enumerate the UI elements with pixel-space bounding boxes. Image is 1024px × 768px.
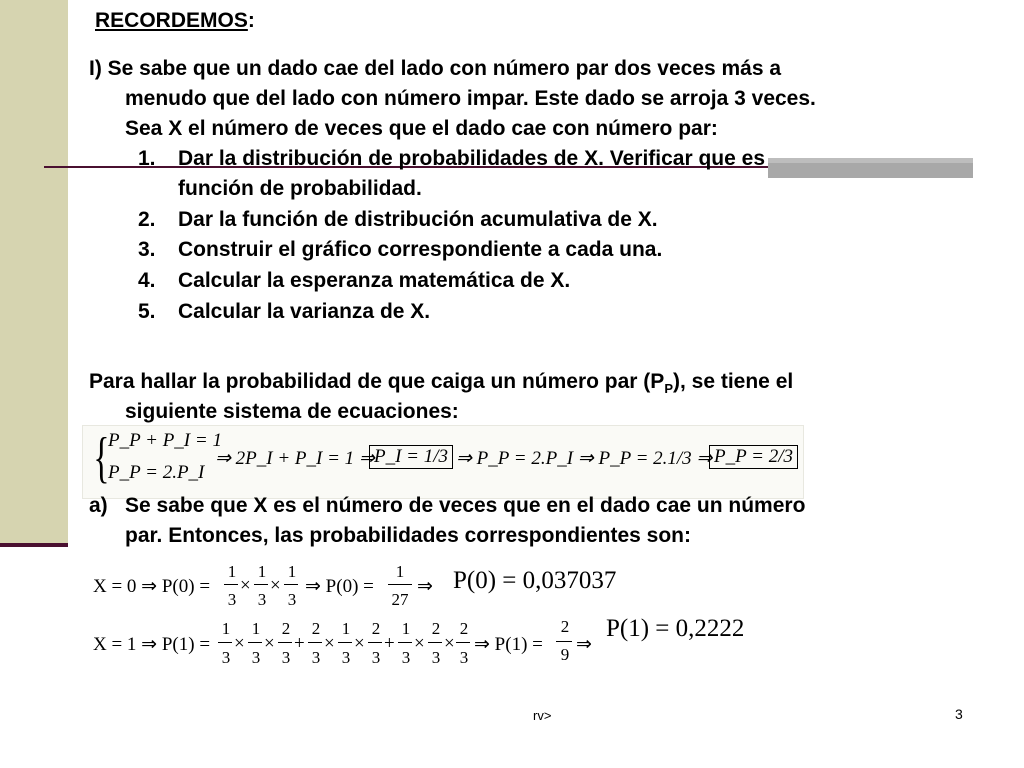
calc1-t4: × [354,633,365,654]
calc0-times-1: × [240,575,251,596]
page-number: 3 [955,706,963,722]
calc0-result-lhs: ⇒ P(0) = [305,576,374,597]
calc0-result-bar [388,584,412,585]
calc0-lhs: X = 0 ⇒ P(0) = [93,576,211,597]
system-step-2: ⇒ P_P = 2.P_I ⇒ P_P = 2.1/3 ⇒ [456,448,713,469]
footer-label: rv> [533,708,552,723]
list-item-1-cont: función de probabilidad. [178,177,422,200]
calc0-final: P(0) = 0,037037 [453,567,617,594]
system-eq-1: P_P + P_I = 1 [108,430,222,451]
calc0-frac2-den: 3 [257,590,267,609]
system-eq-2: P_P = 2.P_I [108,462,205,483]
calc0-times-2: × [270,575,281,596]
calc1-f9d: 3 [459,648,469,667]
calc0-result-num: 1 [395,562,405,581]
calc0-frac3-num: 1 [287,562,297,581]
calc0-result-den: 27 [391,590,409,609]
calc0-frac2-bar [254,584,268,585]
list-item-4: 4. Calcular la esperanza matemática de X. [138,269,571,292]
calc1-f7bar [398,642,412,643]
title-rule-bar-highlight [768,158,973,163]
calc1-t3: × [324,633,335,654]
calc1-f5n: 1 [341,619,351,638]
calc1-f2d: 3 [251,648,261,667]
calc1-f7n: 1 [401,619,411,638]
system-result-pp: P_P = 2/3 [709,445,798,469]
calc1-f2n: 1 [251,619,261,638]
para-line-1: Para hallar la probabilidad de que caiga un número par $(P_P)$, se tiene el [89,370,794,397]
system-step-1: ⇒ 2P_I + P_I = 1 ⇒ [215,448,375,469]
part-a-line-1: Se sabe que X es el número de veces que en el dado cae un número [125,494,806,517]
calc1-lhs: X = 1 ⇒ P(1) = [93,634,211,655]
calc1-result-den: 9 [560,645,570,664]
calc0-frac2-num: 1 [257,562,267,581]
list-item-1: 1. Dar la distribución de probabilidades de X. Verificar que es [138,147,766,170]
calc1-f2bar [248,642,262,643]
slide-title: RECORDEMOS: [95,9,255,32]
calc1-f1bar [218,642,232,643]
sidebar-divider [0,543,68,547]
calc1-result-bar [556,641,572,642]
sidebar-band [0,0,68,545]
calc1-t5: × [414,633,425,654]
calc0-frac1-num: 1 [227,562,237,581]
calc0-frac1-den: 3 [227,590,237,609]
list-item-5: 5. Calcular la varianza de X. [138,300,431,323]
calc1-final: P(1) = 0,2222 [606,615,745,642]
calc1-f6d: 3 [371,648,381,667]
calc1-plus2: + [384,633,395,654]
calc1-t6: × [444,633,455,654]
para-line-2: siguiente sistema de ecuaciones: [125,400,459,423]
system-brace: { [93,427,110,489]
calc1-f3n: 2 [281,619,291,638]
system-result-pi: P_I = 1/3 [369,445,453,469]
calc1-f1n: 1 [221,619,231,638]
calc1-implies: ⇒ [576,634,592,655]
calc1-plus1: + [294,633,305,654]
calc1-f6bar [368,642,382,643]
calc1-f5bar [338,642,352,643]
list-item-3: 3. Construir el gráfico correspondiente a cada una. [138,238,663,261]
calc1-result-num: 2 [560,617,570,636]
calc1-f5d: 3 [341,648,351,667]
calc1-f3d: 3 [281,648,291,667]
calc1-f9bar [456,642,470,643]
calc1-f8bar [428,642,442,643]
calc1-f4n: 2 [311,619,321,638]
calc1-f7d: 3 [401,648,411,667]
calc1-result-lhs: ⇒ P(1) = [474,634,543,655]
calc1-f6n: 2 [371,619,381,638]
calc1-f3bar [278,642,292,643]
calc1-f4d: 3 [311,648,321,667]
calc1-f1d: 3 [221,648,231,667]
list-item-2: 2. Dar la función de distribución acumulativa de X. [138,208,658,231]
calc1-f9n: 2 [459,619,469,638]
problem-line-3: Sea X el número de veces que el dado cae con número par: [125,117,718,140]
part-a-line-2: par. Entonces, las probabilidades correspondientes son: [125,524,691,547]
calc0-frac1-bar [224,584,238,585]
calc1-f4bar [308,642,322,643]
calc1-t2: × [264,633,275,654]
calc1-f8n: 2 [431,619,441,638]
calc0-frac3-den: 3 [287,590,297,609]
calc0-implies: ⇒ [417,576,433,597]
part-a-label: a) [89,494,108,517]
calc1-t1: × [234,633,245,654]
calc0-frac3-bar [284,584,298,585]
problem-line-2: menudo que del lado con número impar. Este dado se arroja 3 veces. [125,87,816,110]
problem-line-1: I) Se sabe que un dado cae del lado con número par dos veces más a [89,57,782,80]
calc1-f8d: 3 [431,648,441,667]
